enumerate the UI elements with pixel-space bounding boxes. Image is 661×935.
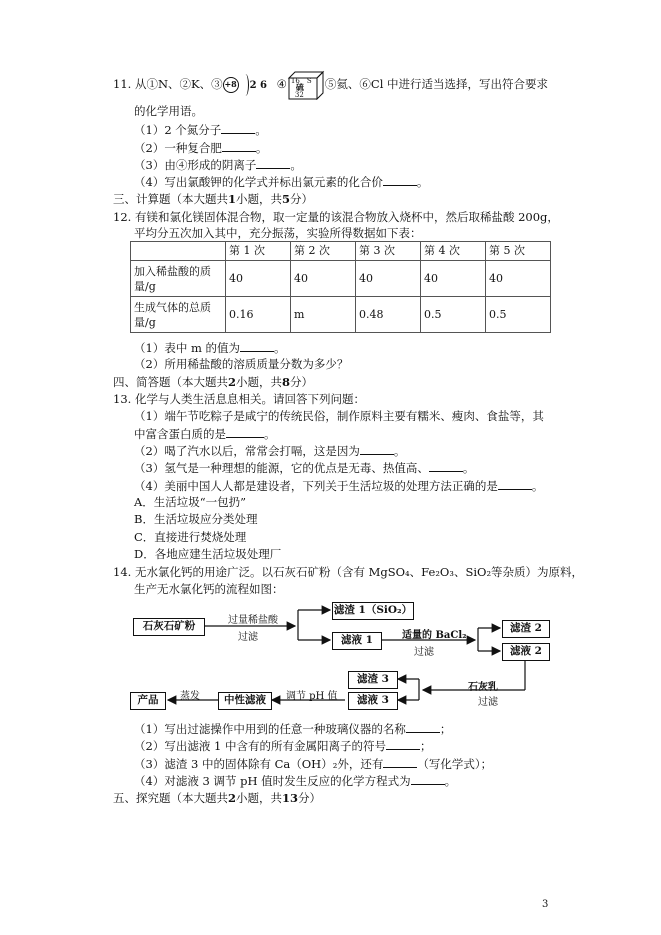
q13-sub3: （3）氢气是一种理想的能源，它的优点是无毒、热值高、 。: [134, 461, 475, 475]
option-d: D．各地应建生活垃圾处理厂: [134, 547, 282, 561]
flow-product-box: 产品: [130, 692, 166, 710]
q12-line1: 12. 有镁和氯化镁固体混合物，取一定量的该混合物放入烧杯中，然后取稀盐酸 200g，: [113, 210, 559, 224]
q11-item3: （3）由④形成的阴离子 。: [134, 158, 302, 172]
flow-label: 调节 pH 值: [286, 691, 338, 702]
q13-sub1a: （1）端午节吃粽子是咸宁的传统民俗，制作原料主要有糯米、瘦肉、食盐等，其: [134, 409, 544, 423]
flow-neutral-box: 中性滤液: [218, 692, 272, 710]
flow-filtrate3-box: 滤液 3: [348, 692, 398, 710]
flow-label: 过滤: [478, 697, 498, 708]
section-5-heading: 五、探究题（本大题共2小题，共13分）: [113, 791, 322, 805]
flow-residue3-box: 滤渣 3: [348, 671, 398, 689]
option-b: B．生活垃圾应分类处理: [134, 512, 258, 526]
element-box: 16 S 硫 32: [287, 70, 325, 100]
table-row: 生成气体的总质 量/g 0.16 m 0.48 0.5 0.5: [131, 297, 551, 333]
q14-sub3: （3）滤渣 3 中的固体除有 Ca（OH）₂外，还有 （写化学式）；: [134, 757, 493, 771]
q14-sub2: （2）写出滤液 1 中含有的所有金属阳离子的符号 ；: [134, 739, 432, 753]
flow-label: 过量稀盐酸: [228, 615, 278, 626]
table-row: 加入稀盐酸的质 量/g 40 40 40 40 40: [131, 261, 551, 297]
flow-label: 过滤: [238, 632, 258, 643]
option-a: A．生活垃圾“一包扔”: [134, 495, 247, 509]
q12-sub1: （1）表中 m 的值为 。: [134, 341, 286, 355]
flow-residue1-box: 滤渣 1（SiO₂）: [332, 602, 414, 620]
q11-line1: 11. 从①N、②K、③ +8 2 6 ④ 16 S 硫 32 ⑤氦、⑥Cl 中进行适当选择，写出符合要求: [113, 70, 548, 100]
flow-filtrate2-box: 滤液 2: [502, 643, 550, 661]
flow-label: 过滤: [414, 647, 434, 658]
q12-line2: 平均分五次加入其中，充分振荡，实验所得数据如下表：: [134, 226, 422, 240]
flow-label: 蒸发: [180, 691, 200, 702]
q12-sub2: （2）所用稀盐酸的溶质质量分数为多少？: [134, 357, 349, 371]
q11-item2: （2）一种复合肥 。: [134, 141, 268, 155]
q11-item1: （1）2 个氮分子 。: [134, 123, 267, 137]
q11-item4: （4）写出氯酸钾的化学式并标出氯元素的化合价 。: [134, 175, 429, 189]
q14-line1: 14. 无水氯化钙的用途广泛。以石灰石矿粉（含有 MgSO₄、Fe₂O₃、SiO₂等杂质）为原料，: [113, 565, 584, 579]
table-header-row: 第 1 次 第 2 次 第 3 次 第 4 次 第 5 次: [131, 242, 551, 261]
q14-line2: 生产无水氯化钙的流程如图：: [134, 582, 284, 596]
section-4-heading: 四、简答题（本大题共2小题，共8分）: [113, 375, 314, 389]
flow-label: 石灰乳: [468, 682, 498, 693]
q14-sub4: （4）对滤液 3 调节 pH 值时发生反应的化学方程式为 。: [134, 774, 457, 788]
q13-sub4: （4）美丽中国人人都是建设者，下列关于生活垃圾的处理方法正确的是 。: [134, 479, 544, 493]
flow-filtrate1-box: 滤液 1: [332, 632, 382, 650]
q13-line1: 13. 化学与人类生活息息相关。请回答下列问题：: [113, 392, 365, 406]
q11-line2: 的化学用语。: [134, 104, 203, 118]
atom-diagram: +8 2 6: [223, 77, 277, 93]
flow-start-box: 石灰石矿粉: [133, 618, 205, 636]
flow-residue2-box: 滤渣 2: [502, 620, 550, 638]
option-c: C．直接进行焚烧处理: [134, 530, 247, 544]
page-number: 3: [542, 899, 549, 910]
q13-sub2: （2）喝了汽水以后，常常会打嗝，这是因为 。: [134, 444, 406, 458]
q14-sub1: （1）写出过滤操作中用到的任意一种玻璃仪器的名称 ；: [134, 722, 452, 736]
section-3-heading: 三、计算题（本大题共1小题，共5分）: [113, 192, 314, 206]
q13-sub1b: 中富含蛋白质的是 。: [134, 427, 276, 441]
flow-label: 适量的 BaCl₂: [402, 630, 467, 641]
